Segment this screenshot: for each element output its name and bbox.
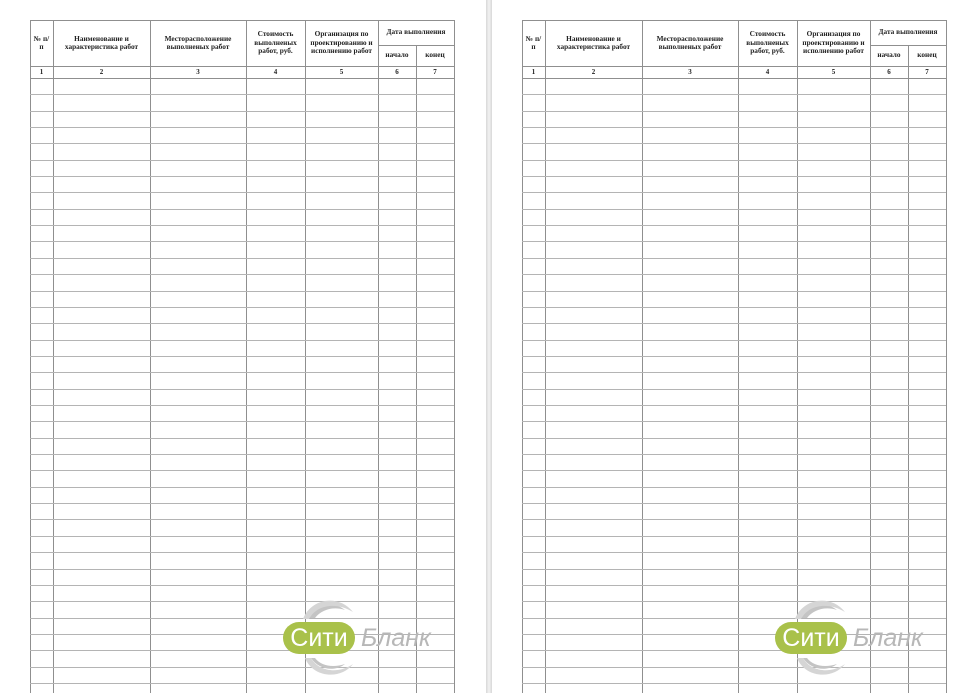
row-line	[30, 160, 454, 161]
row-line	[522, 192, 946, 193]
row-line	[30, 258, 454, 259]
row-line	[30, 176, 454, 177]
column-number: 1	[39, 68, 44, 77]
header-location: Месторасположение выполненых работ	[164, 33, 232, 51]
row-line	[522, 323, 946, 324]
row-line	[522, 438, 946, 439]
header-number: № п/п	[525, 33, 542, 51]
brand-logo	[767, 588, 947, 688]
row-line	[522, 536, 946, 537]
row-line	[522, 258, 946, 259]
row-line	[522, 225, 946, 226]
row-line	[30, 274, 454, 275]
column-number: 6	[395, 68, 399, 77]
header-organization: Организация по проектированию и исполнению работ	[310, 29, 373, 56]
logo-brand-part2: Бланк	[853, 624, 923, 652]
row-line	[522, 389, 946, 390]
row-line	[30, 291, 454, 292]
row-line	[30, 470, 454, 471]
header-number: № п/п	[33, 33, 50, 51]
header-organization: Организация по проектированию и исполнению работ	[802, 29, 865, 56]
column-number: 6	[887, 68, 891, 77]
row-line	[522, 94, 946, 95]
column-number: 3	[688, 68, 692, 77]
brand-logo	[275, 588, 455, 688]
row-line	[522, 470, 946, 471]
row-line	[30, 225, 454, 226]
row-line	[30, 143, 454, 144]
row-line	[522, 66, 946, 67]
page-right	[492, 0, 978, 693]
header-cost: Стоимость выполненых работ, руб.	[254, 29, 297, 56]
row-line	[522, 209, 946, 210]
header-cost: Стоимость выполненых работ, руб.	[746, 29, 789, 56]
column-number: 5	[831, 68, 836, 77]
row-line	[30, 66, 454, 67]
row-line	[522, 585, 946, 586]
row-line	[522, 421, 946, 422]
column-number: 7	[925, 68, 929, 77]
logo-brand-part1: Сити	[775, 622, 847, 654]
row-line	[522, 20, 946, 21]
row-line	[30, 519, 454, 520]
row-line	[522, 241, 946, 242]
row-line	[30, 552, 454, 553]
row-line	[30, 454, 454, 455]
column-number: 2	[99, 68, 104, 77]
row-line	[522, 356, 946, 357]
row-line	[30, 356, 454, 357]
row-line	[30, 340, 454, 341]
column-number: 4	[273, 68, 278, 77]
row-line	[30, 569, 454, 570]
row-line	[522, 291, 946, 292]
row-line	[522, 307, 946, 308]
row-line	[522, 503, 946, 504]
row-line	[30, 209, 454, 210]
row-line	[522, 372, 946, 373]
header-work-name: Наименование и характеристика работ	[64, 33, 139, 51]
row-line	[522, 160, 946, 161]
row-line	[30, 20, 454, 21]
logo-brand-part1: Сити	[283, 622, 355, 654]
header-date-group: Дата выполнения	[878, 27, 938, 37]
row-line	[30, 94, 454, 95]
row-line	[30, 421, 454, 422]
row-line	[30, 372, 454, 373]
row-line	[522, 552, 946, 553]
header-date-group: Дата выполнения	[386, 27, 446, 37]
row-line	[522, 454, 946, 455]
row-line	[522, 176, 946, 177]
row-line	[522, 487, 946, 488]
row-line	[522, 519, 946, 520]
header-location: Месторасположение выполненых работ	[656, 33, 724, 51]
row-line	[30, 192, 454, 193]
row-line	[30, 111, 454, 112]
header-date-start: начало	[385, 50, 409, 60]
header-work-name: Наименование и характеристика работ	[556, 33, 631, 51]
row-line	[522, 127, 946, 128]
row-line	[30, 503, 454, 504]
row-line	[30, 487, 454, 488]
row-line	[522, 78, 946, 79]
row-line	[30, 241, 454, 242]
row-line	[522, 274, 946, 275]
row-line	[30, 307, 454, 308]
row-line	[30, 78, 454, 79]
row-line	[30, 536, 454, 537]
row-line	[522, 340, 946, 341]
row-line	[522, 405, 946, 406]
row-line	[30, 389, 454, 390]
column-number: 5	[339, 68, 344, 77]
page-left	[0, 0, 486, 693]
column-number: 4	[765, 68, 770, 77]
row-line	[30, 438, 454, 439]
row-line	[30, 585, 454, 586]
header-date-end: конец	[917, 50, 937, 60]
row-line	[30, 405, 454, 406]
row-line	[522, 569, 946, 570]
row-line	[522, 111, 946, 112]
header-date-end: конец	[425, 50, 445, 60]
logo-brand-part2: Бланк	[361, 624, 431, 652]
row-line	[30, 127, 454, 128]
column-number: 2	[591, 68, 596, 77]
column-number: 3	[196, 68, 200, 77]
row-line	[30, 323, 454, 324]
column-number: 1	[531, 68, 536, 77]
row-line	[522, 143, 946, 144]
column-number: 7	[433, 68, 437, 77]
header-date-start: начало	[877, 50, 901, 60]
